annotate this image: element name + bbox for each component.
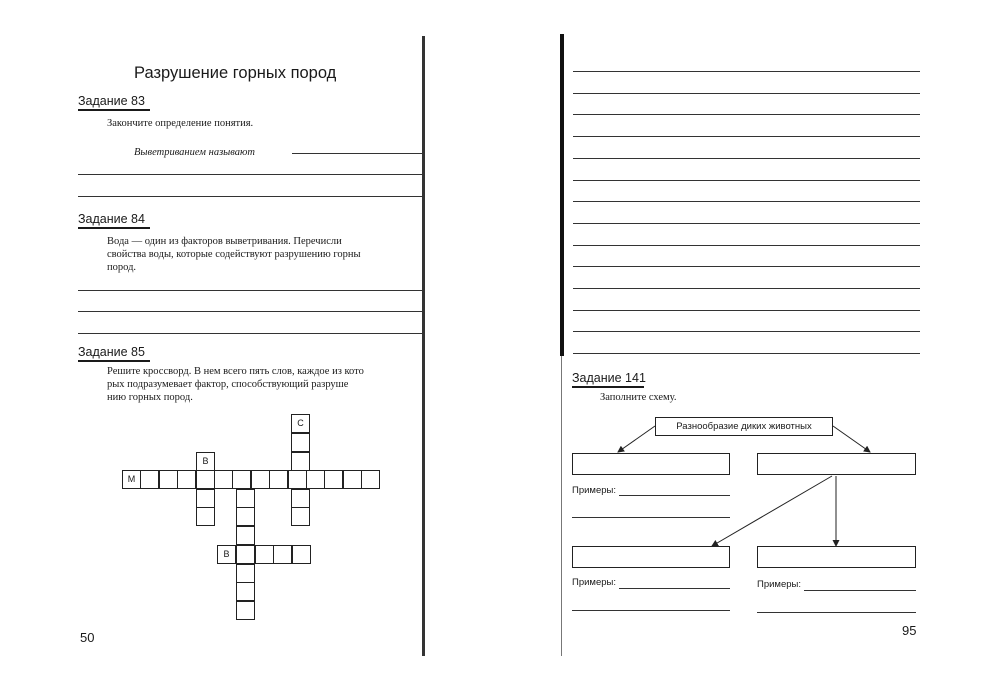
task-84-text: Вода — один из факторов выветривания. Перечисли свойства воды, которые содействуют разрушению горны пород. (107, 236, 361, 273)
scheme-root-box: Разнообразие диких животных (655, 417, 833, 436)
task-85-heading: Задание 85 (78, 345, 145, 359)
crossword-cell[interactable]: В (196, 452, 215, 471)
examples-label: Примеры: (572, 577, 616, 588)
page-number-left: 50 (80, 630, 95, 645)
arrow-right (833, 426, 870, 452)
examples-label: Примеры: (572, 485, 616, 496)
answer-line[interactable] (804, 590, 916, 591)
task-83-instruction: Закончите определение понятия. (107, 118, 254, 129)
task-141-heading: Задание 141 (572, 371, 646, 385)
crossword-cell[interactable]: М (122, 470, 141, 489)
answer-line[interactable] (757, 612, 916, 613)
task-141-instruction: Заполните схему. (600, 392, 677, 403)
task-85-text: Решите кроссворд. В нем всего пять слов, каждое из кото рых подразумевает фактор, способствующий разруше нию горных пород. (107, 366, 364, 403)
scheme-box-right[interactable] (757, 453, 916, 475)
task-84-heading: Задание 84 (78, 212, 145, 226)
scheme-box-lower-right[interactable] (757, 546, 916, 568)
examples-label: Примеры: (757, 579, 801, 590)
answer-line[interactable] (619, 495, 730, 496)
task-83-prompt: Выветриванием называют (134, 147, 255, 158)
answer-line[interactable] (572, 517, 730, 518)
page-title: Разрушение горных пород (134, 64, 337, 82)
task-83-heading: Задание 83 (78, 94, 145, 108)
scheme-box-left[interactable] (572, 453, 730, 475)
crossword-cell[interactable]: В (217, 545, 236, 564)
answer-line[interactable] (619, 588, 730, 589)
scheme-box-lower-left[interactable] (572, 546, 730, 568)
arrow-left (618, 426, 655, 452)
crossword-cell[interactable]: С (291, 414, 310, 433)
answer-line[interactable] (572, 610, 730, 611)
page-number-right: 95 (902, 623, 917, 638)
arrow-diagonal (712, 476, 832, 546)
